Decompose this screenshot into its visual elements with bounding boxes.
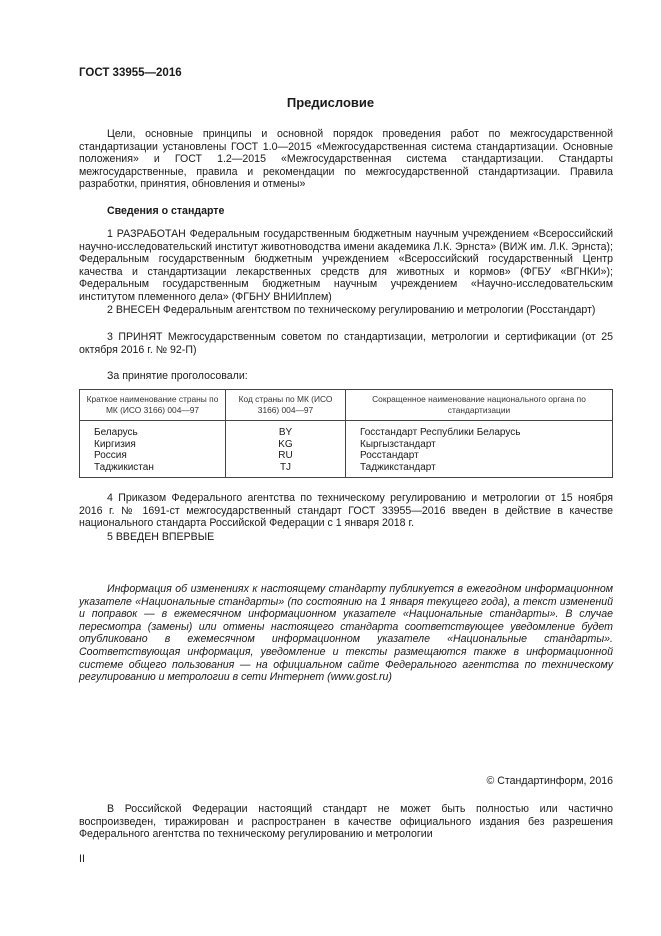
table-header-org: Сокращенное наименование национального органа по стандартизации	[346, 390, 613, 421]
info-heading: Сведения о стандарте	[107, 205, 225, 217]
table-cell-code: TJ	[226, 462, 346, 478]
table-header-row	[80, 390, 613, 421]
table-cell-country: Россия	[80, 450, 226, 462]
item-2-submitted: 2 ВНЕСЕН Федеральным агентством по техническому регулированию и метрологии (Росстандарт)	[107, 304, 596, 316]
page-title: Предисловие	[286, 95, 375, 110]
item-1-developed: 1 РАЗРАБОТАН Федеральным государственным бюджетным научным учреждением «Всероссийский научно-исследовательский институт животноводства имени академика Л.К. Эрнста» (ВИЖ им. Л.К. Эрнста); Федеральным государственным бюджетным учреждением «Всероссийский государственный Центр качества и стандартизации лекарственных средств для животных и кормов» (ФГБУ «ВГНКИ»); Федеральным государственным бюджетным научным учреждением «Научно-исследовательским институтом племенного дела» (ФГБНУ ВНИИплем)	[79, 228, 613, 303]
table-cell-code: KG	[226, 439, 346, 451]
table-row	[80, 421, 613, 439]
document-code: ГОСТ 33955—2016	[79, 67, 182, 79]
page-number: II	[79, 853, 85, 865]
table-cell-code: RU	[226, 450, 346, 462]
copyright: © Стандартинформ, 2016	[486, 775, 613, 787]
intro-paragraph: Цели, основные принципы и основной порядок проведения работ по межгосударственной стандартизации установлены ГОСТ 1.0—2015 «Межгосударственная система стандартизации. Основные положения» и ГОСТ 1.2—2015 «Межгосударственная система стандартизации. Стандарты межгосударственные, правила и рекомендации по межгосударственной стандартизации. Правила разработки, принятия, обновления и отмены»	[79, 128, 613, 191]
item-5-introduced: 5 ВВЕДЕН ВПЕРВЫЕ	[107, 531, 215, 543]
table-cell-country: Беларусь	[80, 421, 226, 439]
table-header-code: Код страны по МК (ИСО 3166) 004—97	[226, 390, 346, 421]
table-cell-org: Росстандарт	[346, 450, 613, 462]
item-4-enacted: 4 Приказом Федерального агентства по техническому регулированию и метрологии от 15 ноября 2016 г. № 1691-ст межгосударственный стандарт ГОСТ 33955—2016 введен в действие в качестве национального стандарта Российской Федерации с 1 января 2018 г.	[79, 492, 613, 530]
voting-table	[79, 389, 613, 478]
table-cell-org: Госстандарт Республики Беларусь	[346, 421, 613, 439]
vote-label: За принятие проголосовали:	[107, 370, 248, 382]
table-row	[80, 439, 613, 451]
table-cell-code: BY	[226, 421, 346, 439]
table-row	[80, 450, 613, 462]
table-cell-country: Киргизия	[80, 439, 226, 451]
table-cell-org: Кыргызстандарт	[346, 439, 613, 451]
table-header-country: Краткое наименование страны по МК (ИСО 3166) 004—97	[80, 390, 226, 421]
change-notice: Информация об изменениях к настоящему стандарту публикуется в ежегодном информационном указателе «Национальные стандарты» (по состоянию на 1 января текущего года), а текст изменений и поправок — в ежемесячном информационном указателе «Национальные стандарты». В случае пересмотра (замены) или отмены настоящего стандарта соответствующее уведомление будет опубликовано в ежемесячном информационном указателе «Национальные стандарты». Соответствующая информация, уведомление и тексты размещаются также в информационной системе общего пользования — на официальном сайте Федерального агентства по техническому регулированию и метрологии в сети Интернет (www.gost.ru)	[79, 583, 613, 684]
rights-notice: В Российской Федерации настоящий стандарт не может быть полностью или частично воспроизведен, тиражирован и распространен в качестве официального издания без разрешения Федерального агентства по техническому регулированию и метрологии	[79, 803, 613, 841]
item-3-adopted: 3 ПРИНЯТ Межгосударственным советом по стандартизации, метрологии и сертификации (от 25 октября 2016 г. № 92-П)	[79, 331, 613, 356]
table-row	[80, 462, 613, 478]
table-cell-org: Таджикстандарт	[346, 462, 613, 478]
table-cell-country: Таджикистан	[80, 462, 226, 478]
